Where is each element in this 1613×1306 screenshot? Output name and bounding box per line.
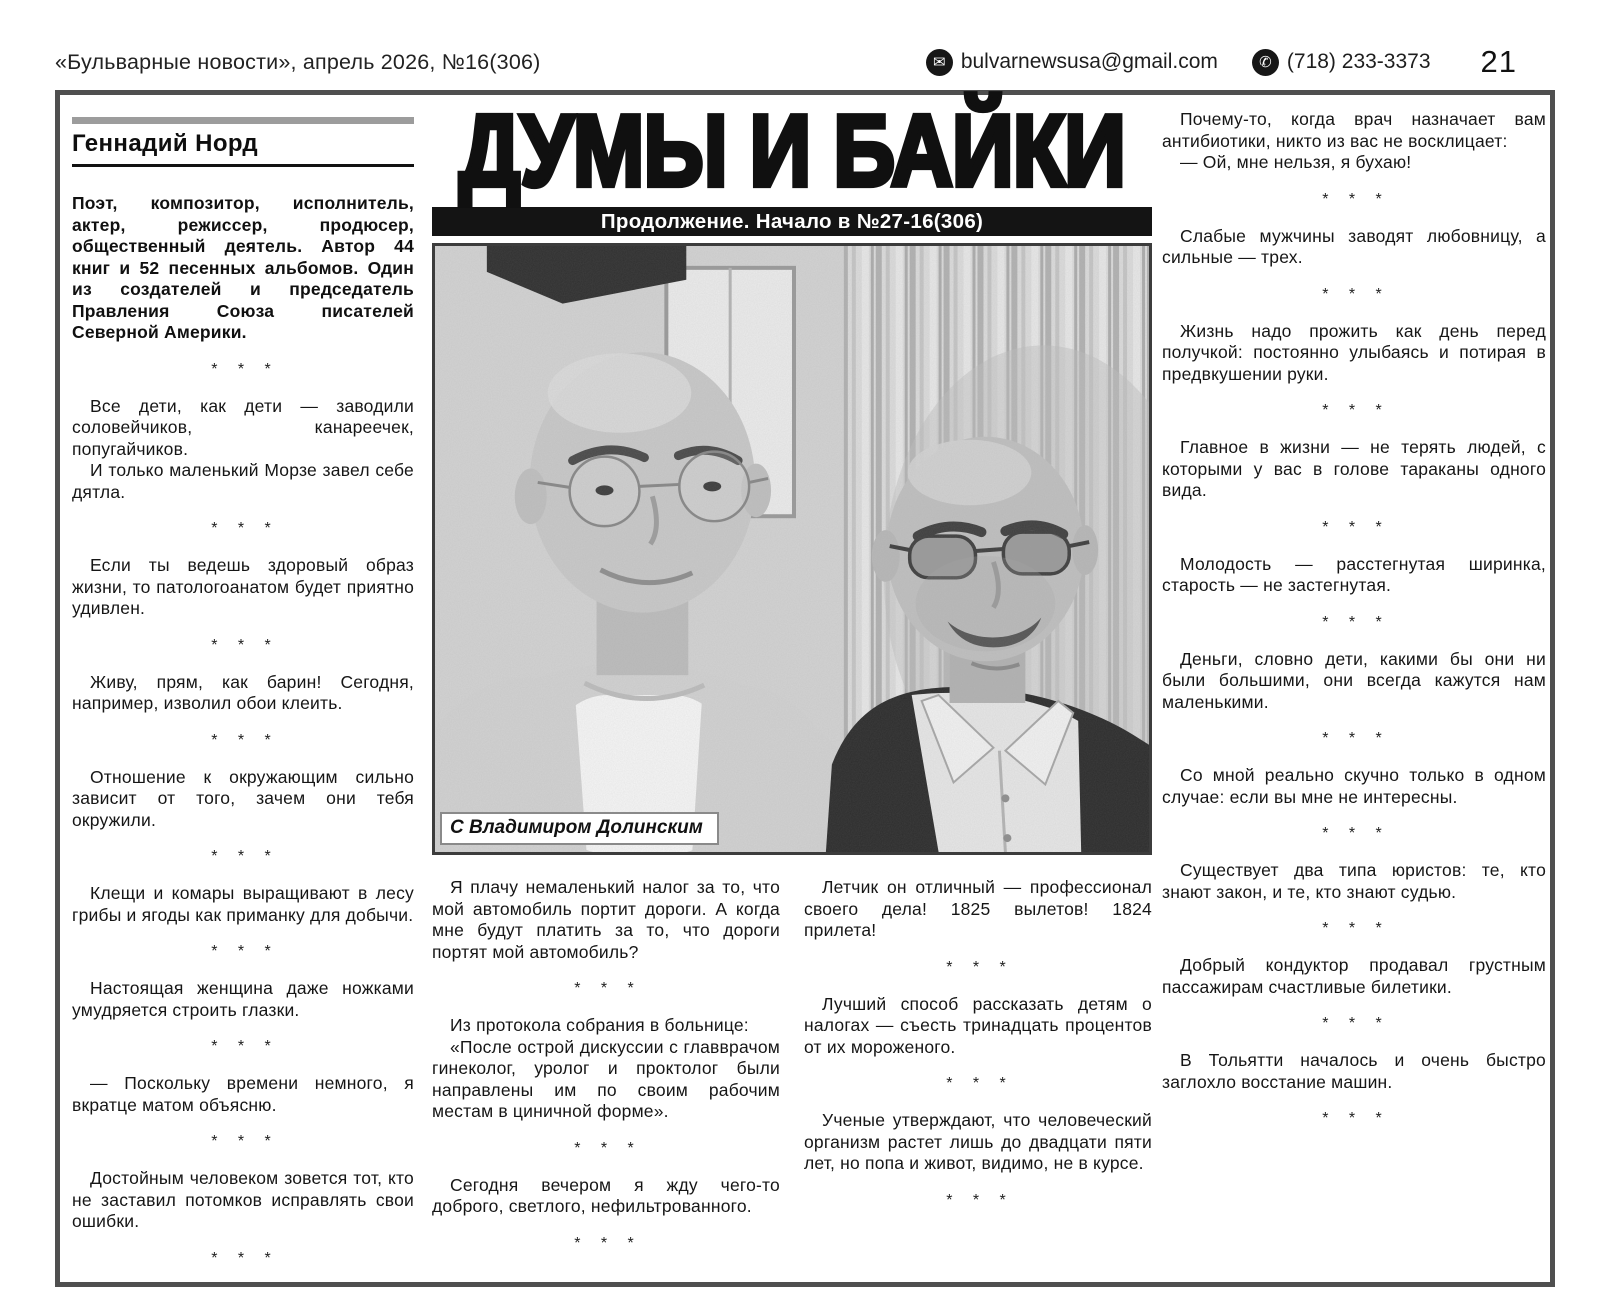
separator: * * * (211, 731, 279, 749)
separator: * * * (1322, 518, 1390, 536)
photo-caption: С Владимиром Долинским (440, 812, 719, 845)
paragraph: Настоящая женщина даже ножками умудряется строить глазки. (72, 978, 414, 1020)
separator: * * * (946, 958, 1014, 976)
aphorism (1162, 226, 1546, 269)
separator: * * * (1322, 1110, 1390, 1127)
paragraph: Добрый кондуктор продавал грустным пассажирам счастливые билетики. (1162, 955, 1546, 997)
separator: * * * (211, 1038, 279, 1055)
email-address: bulvarnewsusa@gmail.com (960, 50, 1218, 73)
author-name: Геннадий Норд (72, 130, 414, 167)
separator: * * * (574, 1234, 642, 1252)
aphorism (1162, 860, 1546, 903)
separator: * * * (1322, 285, 1390, 303)
page-header (55, 44, 1555, 82)
paragraph: Отношение к окружающим сильно зависит от того, зачем они тебя окружили. (72, 766, 414, 830)
left-column (72, 117, 414, 1285)
aphorism (72, 767, 414, 832)
paragraph: Ученые утверждают, что человеческий организм растет лишь до двадцати пяти лет, но попа и живот, видимо, не в курсе. (804, 1110, 1152, 1173)
separator: * * * (1322, 1015, 1390, 1032)
separator: * * * (1322, 402, 1390, 419)
mid-left-column (432, 877, 780, 1270)
aphorism (432, 877, 780, 963)
page-number: 21 (1480, 44, 1517, 79)
separator: * * * (211, 1249, 279, 1267)
paragraph: Слабые мужчины заводят любовницу, а сильные — трех. (1162, 225, 1546, 267)
aphorism (72, 1073, 414, 1116)
paragraph: Деньги, словно дети, какими бы они ни были большими, они всегда кажутся нам маленькими. (1162, 648, 1546, 712)
separator: * * * (211, 360, 279, 378)
right-column (1162, 109, 1546, 1145)
contact-group (926, 44, 1517, 80)
center-column (432, 94, 1152, 1270)
aphorism (1162, 321, 1546, 386)
article-title: ДУМЫ И БАЙКИ (458, 94, 1125, 208)
photo (432, 243, 1152, 855)
paragraph: Лучший способ рассказать детям о налогах — съесть тринадцать процентов от их мороженого. (804, 993, 1152, 1057)
paragraph: Существует два типа юристов: те, кто знают закон, и те, кто знают судью. (1162, 860, 1546, 902)
separator: * * * (211, 636, 279, 654)
issue-line: «Бульварные новости», апрель 2026, №16(306) (55, 50, 541, 74)
aphorism (1162, 955, 1546, 998)
separator: * * * (1322, 730, 1390, 747)
separator: * * * (211, 520, 279, 537)
aphorism (804, 1110, 1152, 1175)
separator: * * * (946, 1191, 1014, 1209)
paragraph: Достойным человеком зовется тот, кто не заставил потомков исправлять свои ошибки. (72, 1168, 414, 1231)
paragraph: Все дети, как дети — заводили соловейчиков, канареечек, попугайчиков. (72, 395, 414, 459)
email-contact (926, 49, 1218, 76)
paragraph: И только маленький Морзе завел себе дятла. (72, 460, 414, 502)
separator: * * * (1322, 613, 1390, 631)
separator: * * * (1322, 190, 1390, 208)
paragraph: Со мной реально скучно только в одном случае: если вы мне не интересны. (1162, 765, 1546, 807)
separator: * * * (946, 1075, 1014, 1092)
paragraph: Я плачу немаленький налог за то, что мой автомобиль портит дороги. А когда мне будут платить за то, что дороги портят мой автомобиль? (432, 877, 780, 962)
aphorism (432, 1015, 780, 1123)
paragraph: Если ты ведешь здоровый образ жизни, то патологоанатом будет приятно удивлен. (72, 555, 414, 618)
separator: * * * (211, 1133, 279, 1150)
aphorism (804, 877, 1152, 942)
aphorism (1162, 109, 1546, 174)
paragraph: Почему-то, когда врач назначает вам антибиотики, никто из вас не восклицает: (1162, 109, 1546, 151)
continuation-bar: Продолжение. Начало в №27-16(306) (432, 207, 1152, 236)
paragraph: Сегодня вечером я жду чего-то доброго, светлого, нефильтрованного. (432, 1174, 780, 1216)
paragraph: Летчик он отличный — профессионал своего дела! 1825 вылетов! 1824 прилета! (804, 877, 1152, 940)
aphorism (432, 1175, 780, 1218)
paragraph: Главное в жизни — не терять людей, с которыми у вас в голове тараканы одного вида. (1162, 437, 1546, 500)
paragraph: Живу, прям, как барин! Сегодня, например, изволил обои клеить. (72, 671, 414, 713)
under-photo-columns (432, 877, 1152, 1270)
aphorism (804, 994, 1152, 1059)
aphorism (72, 672, 414, 715)
paragraph: Из протокола собрания в больнице: (450, 1015, 749, 1035)
aphorism (72, 978, 414, 1021)
paragraph: — Поскольку времени немного, я вкратце матом объясню. (72, 1073, 414, 1115)
phone-icon: ✆ (1252, 49, 1279, 76)
author-box-top-rule (72, 117, 414, 124)
email-icon: ✉ (926, 49, 953, 76)
separator: * * * (211, 848, 279, 865)
aphorism (72, 396, 414, 504)
phone-number: (718) 233-3373 (1286, 50, 1431, 73)
aphorism (72, 555, 414, 620)
paragraph: — Ой, мне нельзя, я бухаю! (1180, 152, 1412, 172)
paragraph: «После острой дискуссии с главврачом гинеколог, уролог и проктолог были направлены им по своим рабочим местам в циничной форме». (432, 1036, 780, 1121)
separator: * * * (574, 1139, 642, 1157)
separator: * * * (1322, 920, 1390, 937)
left-column-items (72, 361, 414, 1268)
aphorism (72, 883, 414, 926)
paragraph: Молодость — расстегнутая ширинка, старость — не застегнутая. (1162, 553, 1546, 595)
separator: * * * (574, 980, 642, 997)
mid-right-column (804, 877, 1152, 1270)
paragraph: Жизнь надо прожить как день перед получкой: постоянно улыбаясь и потирая в предвкушении руки. (1162, 320, 1546, 384)
phone-contact (1252, 49, 1431, 76)
separator: * * * (1322, 825, 1390, 842)
photo-illustration (435, 246, 1149, 852)
page-frame (55, 90, 1555, 1287)
aphorism (1162, 437, 1546, 502)
aphorism (1162, 554, 1546, 597)
author-bio: Поэт, композитор, исполнитель, актер, режиссер, продюсер, общественный деятель. Автор 44 книг и 52 песенных альбомов. Один из создателей и председатель Правления Союза писателей Северной Америки. (72, 193, 414, 342)
aphorism (1162, 1050, 1546, 1093)
paragraph: В Тольятти началось и очень быстро заглохло восстание машин. (1162, 1050, 1546, 1092)
separator: * * * (211, 943, 279, 960)
aphorism (1162, 649, 1546, 714)
aphorism (72, 1168, 414, 1233)
paragraph: Клещи и комары выращивают в лесу грибы и ягоды как приманку для добычи. (72, 883, 414, 925)
aphorism (1162, 765, 1546, 808)
